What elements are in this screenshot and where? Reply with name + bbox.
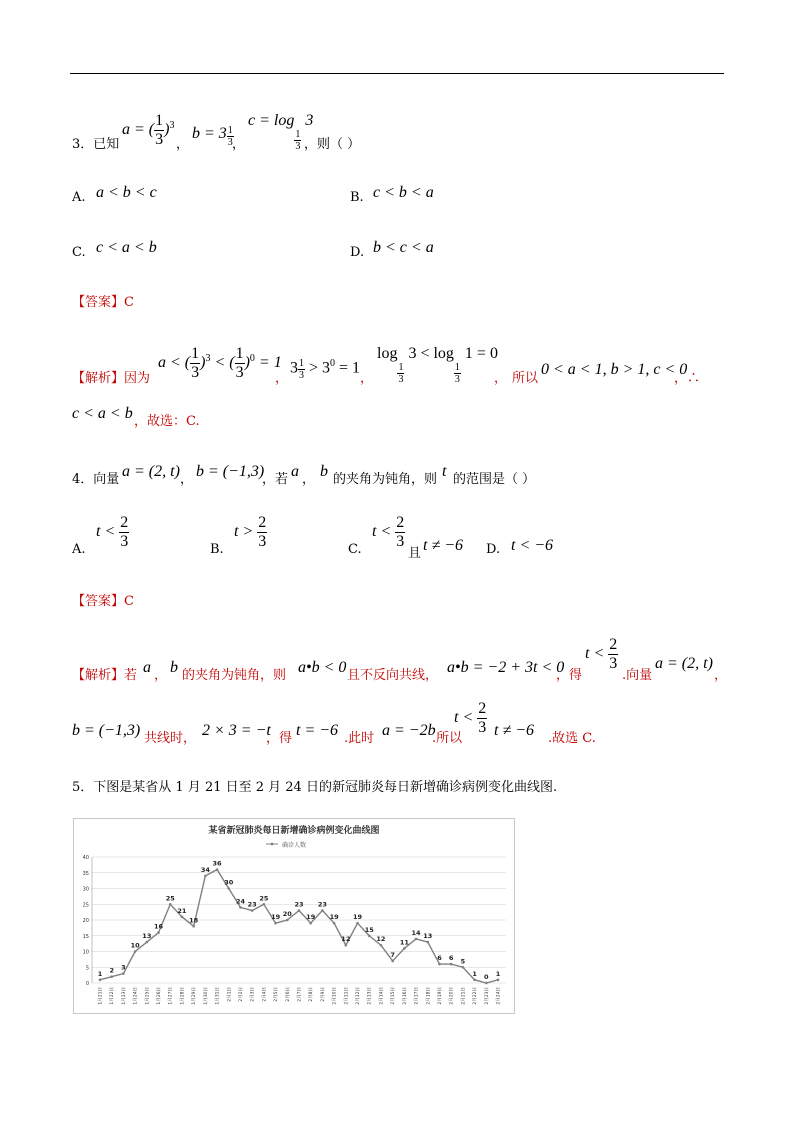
y-tick-label: 20: [82, 918, 89, 924]
y-tick-label: 40: [82, 855, 89, 861]
q3-option-a: a < b < c: [96, 184, 157, 201]
data-point: [462, 966, 465, 969]
data-label: 10: [130, 941, 140, 950]
q3-answer: 【答案】C: [72, 295, 134, 310]
q3-line2: c < a < b: [72, 405, 133, 422]
q3-option-d: b < c < a: [373, 239, 434, 256]
data-point: [122, 972, 125, 975]
data-label: 23: [317, 900, 327, 909]
data-point: [391, 960, 394, 963]
data-point: [157, 931, 160, 934]
data-point: [181, 916, 184, 919]
x-tick-label: 1月31日: [215, 987, 221, 1005]
legend-label: 确诊人数: [282, 842, 307, 849]
y-tick-label: 15: [82, 933, 89, 940]
data-point: [403, 947, 406, 950]
x-tick-label: 2月7日: [297, 987, 303, 1002]
data-label: 18: [189, 916, 199, 925]
data-label: 12: [376, 935, 386, 944]
data-point: [345, 944, 348, 947]
data-label: 20: [282, 910, 292, 918]
x-tick-label: 2月20日: [449, 987, 455, 1005]
data-point: [286, 919, 289, 922]
data-label: 5: [460, 957, 466, 966]
data-label: 6: [448, 954, 454, 963]
q3-a-expr: a = ( $\frac{1}{3}$ )$^3$: [122, 112, 175, 148]
data-point: [438, 963, 441, 966]
data-point: [298, 909, 301, 912]
q3-conclusion: ，故选：C.: [134, 414, 200, 429]
q3-analysis-b: 3 $\frac{1}{3}$ > $3^0 = 1$: [290, 358, 361, 381]
y-tick-label: 35: [82, 870, 89, 877]
q3-analysis-final: 0 < a < 1, b > 1, c < 0: [541, 361, 688, 378]
x-tick-label: 2月12日: [356, 987, 362, 1005]
data-label: 1: [495, 969, 501, 978]
data-point: [274, 922, 277, 925]
x-tick-label: 1月26日: [157, 987, 163, 1005]
x-tick-label: 2月19日: [437, 987, 443, 1005]
q4-mid: ，若: [262, 472, 289, 487]
x-tick-label: 2月18日: [426, 987, 432, 1005]
data-point: [356, 922, 359, 925]
q3-c-expr: c = log $\frac{1}{3}$ 3: [248, 112, 314, 152]
q4-b-vec: b = (−1,3): [196, 463, 265, 480]
q4-label: 4．向量: [72, 472, 120, 487]
data-point: [426, 941, 429, 944]
q3-analysis-label: 【解析】因为: [72, 371, 151, 386]
data-point: [485, 982, 488, 985]
data-label: 15: [364, 925, 374, 934]
data-label: 2: [109, 966, 114, 975]
data-label: 19: [271, 913, 281, 922]
q4-option-c-label: C.: [348, 542, 362, 557]
q3-label: 3．已知: [72, 137, 120, 152]
q3-tail: ，则（ ）: [304, 137, 361, 152]
data-label: 3: [121, 963, 126, 972]
q4-answer: 【答案】C: [72, 594, 134, 609]
data-point: [251, 909, 254, 912]
data-label: 13: [423, 932, 433, 941]
x-tick-label: 1月24日: [133, 987, 139, 1005]
data-label: 19: [353, 913, 363, 922]
x-tick-label: 1月27日: [168, 987, 174, 1005]
q4-option-d: t < −6: [511, 537, 554, 554]
x-tick-label: 2月3日: [250, 987, 256, 1002]
data-point: [239, 906, 242, 909]
q3-b-expr: b = 3 $\frac{1}{3}$: [192, 125, 233, 148]
x-tick-label: 2月14日: [379, 987, 385, 1005]
data-label: 25: [165, 894, 175, 903]
q3-option-c-label: C.: [72, 245, 86, 260]
data-point: [169, 903, 172, 906]
x-tick-label: 1月25日: [145, 987, 151, 1005]
x-tick-label: 1月23日: [121, 987, 127, 1005]
data-label: 1: [472, 969, 477, 978]
data-point: [192, 925, 195, 928]
data-label: 0: [484, 973, 489, 981]
data-label: 11: [399, 938, 409, 947]
data-label: 24: [235, 897, 245, 906]
q5-text: 5．下图是某省从 1 月 21 日至 2 月 24 日的新冠肺炎每日新增确诊病例变化曲线图.: [72, 780, 558, 795]
y-tick-label: 25: [82, 902, 89, 909]
q4-option-b-label: B.: [210, 542, 224, 557]
q3-option-d-label: D.: [350, 245, 365, 260]
x-tick-label: 2月23日: [484, 987, 490, 1005]
x-tick-label: 2月1日: [227, 987, 233, 1002]
data-label: 19: [329, 913, 339, 922]
q3-option-a-label: A.: [72, 190, 86, 205]
data-label: 16: [154, 922, 164, 931]
data-label: 23: [247, 900, 257, 909]
x-tick-label: 1月29日: [192, 987, 198, 1005]
data-label: 30: [224, 878, 234, 887]
x-tick-label: 2月10日: [332, 987, 338, 1005]
x-tick-label: 2月5日: [274, 987, 280, 1002]
x-tick-label: 2月21日: [461, 987, 467, 1005]
q3-analysis-a: a < ( $\frac{1}{3}$ )$^3$ < ( $\frac{1}{3}$ )$^0$ = 1: [158, 345, 282, 381]
data-label: 7: [390, 950, 395, 959]
q4-option-c: t < $\frac{2}{3}$: [372, 514, 405, 550]
data-point: [146, 941, 149, 944]
data-point: [368, 934, 371, 937]
x-tick-label: 2月2日: [238, 987, 244, 1002]
x-tick-label: 2月4日: [262, 987, 268, 1002]
q3-option-c: c < a < b: [96, 239, 157, 256]
y-tick-label: 5: [85, 965, 89, 972]
data-point: [263, 903, 266, 906]
x-tick-label: 2月13日: [367, 987, 373, 1005]
line-chart: [73, 818, 515, 1014]
q3-therefore: ，∴: [674, 371, 701, 386]
data-label: 23: [294, 900, 304, 909]
header-rule: [70, 73, 724, 74]
data-point: [473, 979, 476, 982]
data-point: [309, 922, 312, 925]
data-point: [450, 963, 453, 966]
x-tick-label: 2月24日: [496, 987, 502, 1005]
x-tick-label: 2月6日: [285, 987, 291, 1002]
data-point: [380, 944, 383, 947]
y-tick-label: 10: [82, 949, 89, 956]
legend-marker: [271, 843, 274, 846]
q3-analysis-c: log $\frac{1}{3}$ 3 < log $\frac{1}{3}$ 1 = 0: [377, 345, 498, 385]
x-tick-label: 2月11日: [344, 987, 350, 1005]
data-point: [227, 887, 230, 890]
q3-option-b-label: B.: [350, 190, 364, 205]
q4-option-a-label: A.: [72, 542, 86, 557]
q3-analysis-suffix: 所以: [512, 371, 539, 386]
data-point: [204, 875, 207, 878]
data-label: 34: [200, 865, 210, 874]
data-point: [134, 950, 137, 953]
q4-analysis-label: 【解析】若: [72, 668, 138, 683]
data-point: [110, 975, 113, 978]
x-tick-label: 2月16日: [402, 987, 408, 1005]
q4-a-vec: a = (2, t): [122, 463, 180, 480]
q4-option-a: t < $\frac{2}{3}$: [96, 514, 129, 550]
data-point: [415, 938, 418, 941]
x-tick-label: 2月9日: [320, 987, 326, 1002]
data-label: 36: [212, 859, 222, 868]
data-point: [333, 922, 336, 925]
q4-mid3: 的范围是（ ）: [453, 472, 536, 487]
data-point: [216, 868, 219, 871]
q3-option-b: c < b < a: [373, 184, 434, 201]
data-label: 6: [437, 954, 442, 963]
data-label: 13: [142, 932, 152, 941]
data-label: 12: [341, 935, 351, 944]
x-tick-label: 1月28日: [180, 987, 186, 1005]
x-tick-label: 2月22日: [473, 987, 479, 1005]
q4-mid2: 的夹角为钝角，则: [333, 472, 438, 487]
x-tick-label: 1月30日: [203, 987, 209, 1005]
data-point: [497, 979, 500, 982]
data-point: [321, 909, 324, 912]
data-point: [99, 979, 102, 982]
x-tick-label: 2月15日: [391, 987, 397, 1005]
data-label: 1: [97, 969, 103, 978]
x-tick-label: 2月17日: [414, 987, 420, 1005]
chart-title: 某省新冠肺炎每日新增确诊病例变化曲线图: [208, 826, 380, 836]
data-label: 25: [259, 894, 269, 903]
x-tick-label: 1月21日: [98, 987, 104, 1005]
x-tick-label: 1月22日: [110, 987, 116, 1005]
y-tick-label: 30: [82, 886, 89, 893]
data-label: 19: [306, 913, 316, 922]
y-tick-label: 0: [85, 981, 89, 987]
data-label: 21: [177, 906, 187, 915]
q4-option-d-label: D.: [486, 542, 501, 557]
q4-option-b: t > $\frac{2}{3}$: [234, 514, 267, 550]
chart-svg: [74, 819, 514, 1013]
data-label: 14: [411, 928, 421, 937]
x-tick-label: 2月8日: [309, 987, 315, 1002]
